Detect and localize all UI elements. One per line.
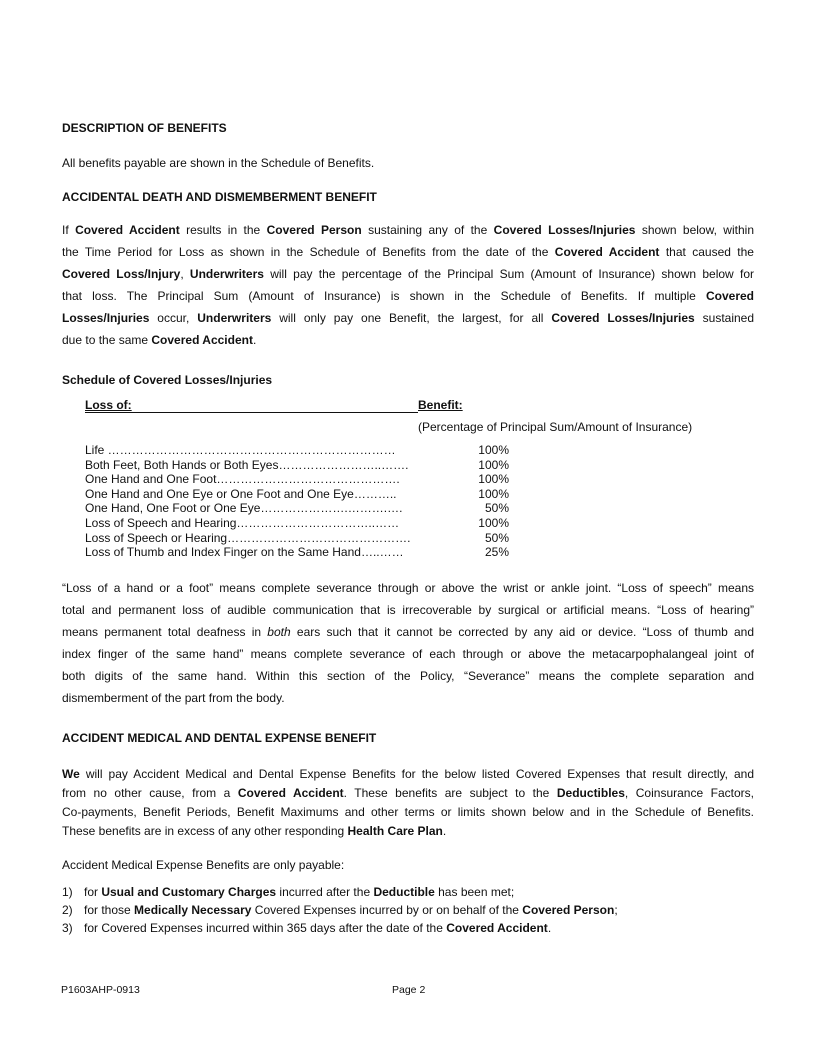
line-text: .	[442, 824, 447, 838]
schedule-row	[85, 515, 509, 531]
paragraph-line: both digits of the same hand. Within this section of the Policy, “Severance” means the complete separation and	[62, 669, 754, 683]
line-text: shown below, within	[635, 223, 754, 237]
paragraph-line	[62, 822, 754, 841]
line-text: , Coinsurance Factors,	[624, 786, 755, 800]
paragraph-line	[62, 307, 754, 329]
line-text: the Time Period for Loss as shown in the Schedule of Benefits from the date of the	[62, 245, 555, 259]
paragraph-line	[62, 803, 754, 822]
loss-label: Loss of Speech and Hearing……………………………..……	[85, 515, 400, 530]
line-text: for	[84, 885, 102, 899]
page-number: Page 2	[392, 984, 426, 996]
form-number: P1603AHP-0913	[61, 984, 140, 996]
loss-label: Both Feet, Both Hands or Both Eyes……………………..…….	[85, 457, 409, 472]
benefit-percentage: 100%	[478, 515, 509, 530]
emphasized-term: Covered Losses/Injuries	[493, 223, 636, 237]
paragraph-line: total and permanent loss of audible communication that is irrecoverable by surgical or artificial means. “Loss of hearing”	[62, 603, 754, 617]
emphasized-term: Underwriters	[197, 311, 272, 325]
line-text: ;	[614, 903, 618, 917]
paragraph-line	[62, 219, 754, 241]
line-text: will pay the percentage of the Principal Sum (Amount of Insurance) shown below for	[263, 267, 754, 281]
line-text: occur,	[149, 311, 198, 325]
schedule-row	[85, 530, 509, 546]
line-text: for those	[84, 903, 135, 917]
emphasized-term: Covered Person	[266, 223, 362, 237]
loss-label: Loss of Speech or Hearing……………………………………….	[85, 530, 411, 545]
line-text: for Covered Expenses incurred within 365 days after the date of the	[84, 921, 447, 935]
list-text	[84, 919, 551, 937]
paragraph-line: “Loss of a hand or a foot” means complete severance through or above the wrist or ankle joint. “Loss of speech” means	[62, 581, 754, 595]
line-text: These benefits are in excess of any other responding	[62, 824, 348, 838]
line-text: . These benefits are subject to the	[343, 786, 557, 800]
loss-label: One Hand, One Foot or One Eye………………….……….….	[85, 501, 403, 516]
schedule-row	[85, 545, 509, 560]
emphasized-term: Covered Losses/Injuries	[551, 311, 695, 325]
emphasized-term: Covered	[705, 289, 754, 303]
schedule-title: Schedule of Covered Losses/Injuries	[62, 373, 273, 387]
line-text: Covered Expenses incurred by or on behalf of the	[251, 903, 523, 917]
paragraph-line	[62, 329, 754, 351]
line-text: Co-payments, Benefit Periods, Benefit Maximums and other terms or limits shown below and in the Schedule of Benefits.	[62, 805, 754, 819]
emphasized-term: Covered Person	[522, 903, 615, 917]
benefit-percentage: 50%	[484, 530, 509, 545]
emphasized-term: Covered Accident	[151, 333, 253, 347]
line-text: will pay Accident Medical and Dental Expense Benefits for the below listed Covered Expenses that result directly, and	[79, 767, 754, 781]
line-text: that caused the	[659, 245, 754, 259]
emphasized-term: Health Care Plan	[347, 824, 443, 838]
schedule-row	[85, 486, 509, 502]
emphasized-term: Deductibles	[556, 786, 625, 800]
line-text: that loss. The Principal Sum (Amount of Insurance) is shown in the Schedule of Benefits. If multiple	[62, 289, 706, 303]
emphasized-term: Underwriters	[189, 267, 264, 281]
paragraph-line	[62, 765, 754, 784]
payable-intro: Accident Medical Expense Benefits are only payable:	[62, 858, 345, 872]
schedule-row	[85, 472, 509, 487]
paragraph-line	[62, 263, 754, 285]
emphasized-term: Deductible	[373, 885, 435, 899]
benefit-percentage: 50%	[484, 501, 509, 516]
paragraph-line	[62, 784, 754, 803]
add-benefit-paragraph	[62, 219, 754, 351]
add-benefit-heading: ACCIDENTAL DEATH AND DISMEMBERMENT BENEFIT	[62, 190, 377, 204]
loss-label: One Hand and One Foot……………………………………….	[85, 472, 400, 487]
line-text: sustaining any of the	[361, 223, 494, 237]
emphasized-term: Medically Necessary	[134, 903, 252, 917]
schedule-table	[85, 443, 509, 560]
line-text: ,	[180, 267, 190, 281]
emphasized-term: Covered Accident	[237, 786, 344, 800]
line-text: has been met;	[434, 885, 515, 899]
emphasized-term: Covered Accident	[446, 921, 548, 935]
benefit-percentage: 100%	[478, 443, 509, 457]
line-text: .	[252, 333, 257, 347]
emphasized-term: Usual and Customary Charges	[101, 885, 277, 899]
medical-benefit-paragraph	[62, 765, 754, 841]
benefit-percentage: 25%	[484, 545, 509, 560]
loss-label: One Hand and One Eye or One Foot and One Eye………..	[85, 486, 397, 501]
paragraph-line	[62, 621, 754, 643]
paragraph-line: dismemberment of the part from the body.	[62, 691, 285, 705]
schedule-row	[85, 457, 509, 473]
medical-benefit-heading: ACCIDENT MEDICAL AND DENTAL EXPENSE BENEFIT	[62, 731, 377, 745]
schedule-loss-header: Loss of:	[85, 398, 418, 413]
benefit-percentage: 100%	[478, 472, 509, 487]
paragraph-line	[62, 285, 754, 307]
description-text: All benefits payable are shown in the Schedule of Benefits.	[62, 156, 375, 170]
list-number: 2)	[62, 903, 73, 917]
schedule-row	[85, 501, 509, 516]
line-text: .	[547, 921, 552, 935]
loss-label: Loss of Thumb and Index Finger on the Same Hand…..……	[85, 545, 404, 560]
paragraph-line	[62, 241, 754, 263]
schedule-row	[85, 443, 509, 458]
emphasized-term: Covered Accident	[554, 245, 660, 259]
schedule-benefit-note: (Percentage of Principal Sum/Amount of Insurance)	[418, 420, 693, 434]
line-text: ears such that it cannot be corrected by any aid or device. “Loss of thumb and	[290, 625, 754, 639]
list-text	[84, 883, 514, 901]
benefit-percentage: 100%	[478, 486, 509, 501]
line-text: results in the	[179, 223, 267, 237]
definitions-paragraph	[62, 577, 754, 709]
loss-label: Life ………………………………………………………………	[85, 443, 396, 457]
line-text: means permanent total deafness in	[62, 625, 268, 639]
line-text: If	[62, 223, 76, 237]
emphasized-term: We	[62, 767, 80, 781]
paragraph-line: index finger of the same hand” means complete severance of each through or above the metacarpophalangeal joint of	[62, 647, 754, 661]
line-text: incurred after the	[276, 885, 374, 899]
emphasized-term: Covered Accident	[75, 223, 180, 237]
line-text: sustained	[694, 311, 755, 325]
line-text: due to the same	[62, 333, 152, 347]
emphasized-term: Covered Loss/Injury	[62, 267, 181, 281]
list-number: 3)	[62, 921, 73, 935]
schedule-benefit-header: Benefit:	[418, 398, 463, 412]
emphasized-term: both	[267, 625, 291, 639]
emphasized-term: Losses/Injuries	[62, 311, 150, 325]
line-text: will only pay one Benefit, the largest, for all	[271, 311, 552, 325]
line-text: from no other cause, from a	[62, 786, 238, 800]
list-number: 1)	[62, 885, 73, 899]
description-heading: DESCRIPTION OF BENEFITS	[62, 121, 227, 135]
list-text	[84, 901, 618, 919]
benefit-percentage: 100%	[478, 457, 509, 472]
